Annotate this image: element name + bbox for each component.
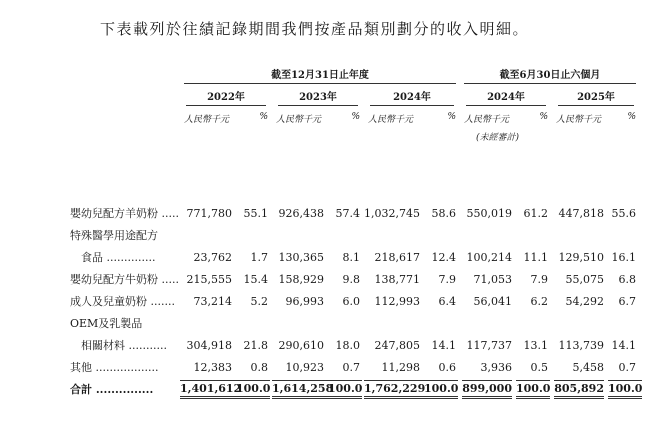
amount-cell	[460, 224, 516, 246]
percent-cell: 55.1	[243, 206, 268, 220]
percent-cell	[424, 224, 460, 246]
percent-cell: 100.0	[608, 378, 640, 400]
amount-cell: 771,780	[186, 206, 232, 220]
amount-cell	[552, 224, 608, 246]
percent-cell: 7.9	[530, 272, 548, 286]
percent-cell: 16.1	[611, 250, 636, 264]
currency-unit: 人民幣千元	[368, 115, 414, 125]
row-label: 成人及兒童奶粉 .......	[70, 295, 175, 308]
amount-cell: 138,771	[374, 272, 420, 286]
row-label: 特殊醫學用途配方	[70, 229, 158, 242]
amount-cell: 117,737	[466, 338, 512, 352]
percent-cell	[608, 312, 640, 334]
amount-cell	[272, 312, 328, 334]
currency-unit: 人民幣千元	[556, 115, 602, 125]
amount-cell: 218,617	[374, 250, 420, 264]
amount-cell: 3,936	[480, 360, 512, 374]
table-row	[70, 356, 640, 378]
row-label: OEM及乳製品	[70, 317, 143, 330]
table-row	[70, 290, 640, 312]
percent-unit: %	[351, 112, 360, 122]
row-label: 嬰幼兒配方牛奶粉 .....	[70, 273, 179, 286]
intro-text: 下表載列於往績記錄期間我們按產品類別劃分的收入明細。	[100, 20, 530, 38]
amount-cell: 55,075	[565, 272, 604, 286]
percent-cell: 0.7	[342, 360, 360, 374]
amount-cell: 805,892	[552, 378, 608, 400]
row-label: 食品 ..............	[70, 251, 156, 264]
amount-cell: 247,805	[374, 338, 420, 352]
amount-cell	[180, 224, 236, 246]
percent-unit: %	[259, 112, 268, 122]
percent-cell: 12.4	[431, 250, 456, 264]
amount-cell	[552, 312, 608, 334]
amount-cell	[460, 312, 516, 334]
amount-cell: 112,993	[374, 294, 420, 308]
table-row	[70, 224, 640, 246]
amount-cell: 12,383	[193, 360, 232, 374]
amount-cell: 129,510	[558, 250, 604, 264]
percent-cell	[424, 312, 460, 334]
percent-cell: 5.2	[250, 294, 268, 308]
table-row	[70, 268, 640, 290]
row-label: 嬰幼兒配方羊奶粉 .....	[70, 207, 179, 220]
table-row	[70, 202, 640, 224]
percent-cell: 6.2	[530, 294, 548, 308]
header-year: 2025年	[552, 86, 640, 108]
amount-cell: 56,041	[473, 294, 512, 308]
percent-cell: 57.4	[335, 206, 360, 220]
percent-cell: 21.8	[243, 338, 268, 352]
header-year: 2023年	[272, 86, 364, 108]
unaudited-note: (未經審計)	[476, 133, 520, 143]
amount-cell: 290,610	[278, 338, 324, 352]
percent-cell: 61.2	[523, 206, 548, 220]
percent-cell: 9.8	[342, 272, 360, 286]
amount-cell: 10,923	[285, 360, 324, 374]
revenue-table	[70, 64, 643, 400]
amount-cell	[180, 312, 236, 334]
percent-cell: 0.8	[250, 360, 268, 374]
header-year: 2024年	[364, 86, 460, 108]
header-year: 2024年	[460, 86, 552, 108]
percent-cell: 0.7	[618, 360, 636, 374]
currency-unit: 人民幣千元	[276, 115, 322, 125]
amount-cell: 11,298	[381, 360, 420, 374]
amount-cell: 1,614,258	[272, 378, 328, 400]
amount-cell: 96,993	[285, 294, 324, 308]
percent-cell	[516, 312, 552, 334]
percent-cell: 6.8	[618, 272, 636, 286]
amount-cell: 899,000	[460, 378, 516, 400]
percent-cell: 6.7	[618, 294, 636, 308]
amount-cell: 215,555	[186, 272, 232, 286]
percent-cell: 1.7	[250, 250, 268, 264]
row-label: 相關材料 ...........	[70, 339, 167, 352]
table-row	[70, 246, 640, 268]
percent-cell	[236, 224, 272, 246]
amount-cell: 1,032,745	[364, 206, 420, 220]
percent-cell: 8.1	[342, 250, 360, 264]
percent-cell: 13.1	[523, 338, 548, 352]
percent-cell: 100.0	[328, 378, 364, 400]
percent-unit: %	[447, 112, 456, 122]
amount-cell: 5,458	[572, 360, 604, 374]
total-row	[70, 378, 640, 400]
row-label: 合計 ...............	[70, 383, 154, 396]
amount-cell: 1,762,229	[364, 378, 424, 400]
amount-cell: 113,739	[558, 338, 604, 352]
percent-unit: %	[539, 112, 548, 122]
percent-cell: 55.6	[611, 206, 636, 220]
amount-cell: 304,918	[186, 338, 232, 352]
percent-cell: 0.6	[438, 360, 456, 374]
header-full-year: 截至12月31日止年度	[180, 64, 460, 86]
percent-cell: 6.0	[342, 294, 360, 308]
header-year: 2022年	[180, 86, 272, 108]
percent-unit: %	[627, 112, 636, 122]
percent-cell: 6.4	[438, 294, 456, 308]
percent-cell: 11.1	[523, 250, 548, 264]
percent-cell	[608, 224, 640, 246]
percent-cell	[236, 312, 272, 334]
percent-cell: 14.1	[611, 338, 636, 352]
amount-cell: 130,365	[278, 250, 324, 264]
currency-unit: 人民幣千元	[184, 115, 230, 125]
amount-cell: 550,019	[466, 206, 512, 220]
amount-cell: 1,401,612	[180, 378, 236, 400]
amount-cell	[364, 312, 424, 334]
amount-cell: 54,292	[565, 294, 604, 308]
percent-cell	[328, 312, 364, 334]
amount-cell: 447,818	[558, 206, 604, 220]
percent-cell: 14.1	[431, 338, 456, 352]
percent-cell: 7.9	[438, 272, 456, 286]
amount-cell: 926,438	[278, 206, 324, 220]
amount-cell: 71,053	[473, 272, 512, 286]
table-row	[70, 334, 640, 356]
percent-cell: 18.0	[335, 338, 360, 352]
percent-cell: 15.4	[243, 272, 268, 286]
header-half-year: 截至6月30日止六個月	[460, 64, 640, 86]
percent-cell: 100.0	[236, 378, 272, 400]
currency-unit: 人民幣千元	[464, 115, 510, 125]
percent-cell: 100.0	[516, 378, 552, 400]
amount-cell: 23,762	[193, 250, 232, 264]
amount-cell	[272, 224, 328, 246]
amount-cell: 158,929	[278, 272, 324, 286]
amount-cell	[364, 224, 424, 246]
table-row	[70, 312, 640, 334]
percent-cell: 58.6	[431, 206, 456, 220]
amount-cell: 73,214	[193, 294, 232, 308]
percent-cell: 0.5	[530, 360, 548, 374]
percent-cell: 100.0	[424, 378, 460, 400]
percent-cell	[516, 224, 552, 246]
percent-cell	[328, 224, 364, 246]
row-label: 其他 ..................	[70, 361, 159, 374]
amount-cell: 100,214	[466, 250, 512, 264]
